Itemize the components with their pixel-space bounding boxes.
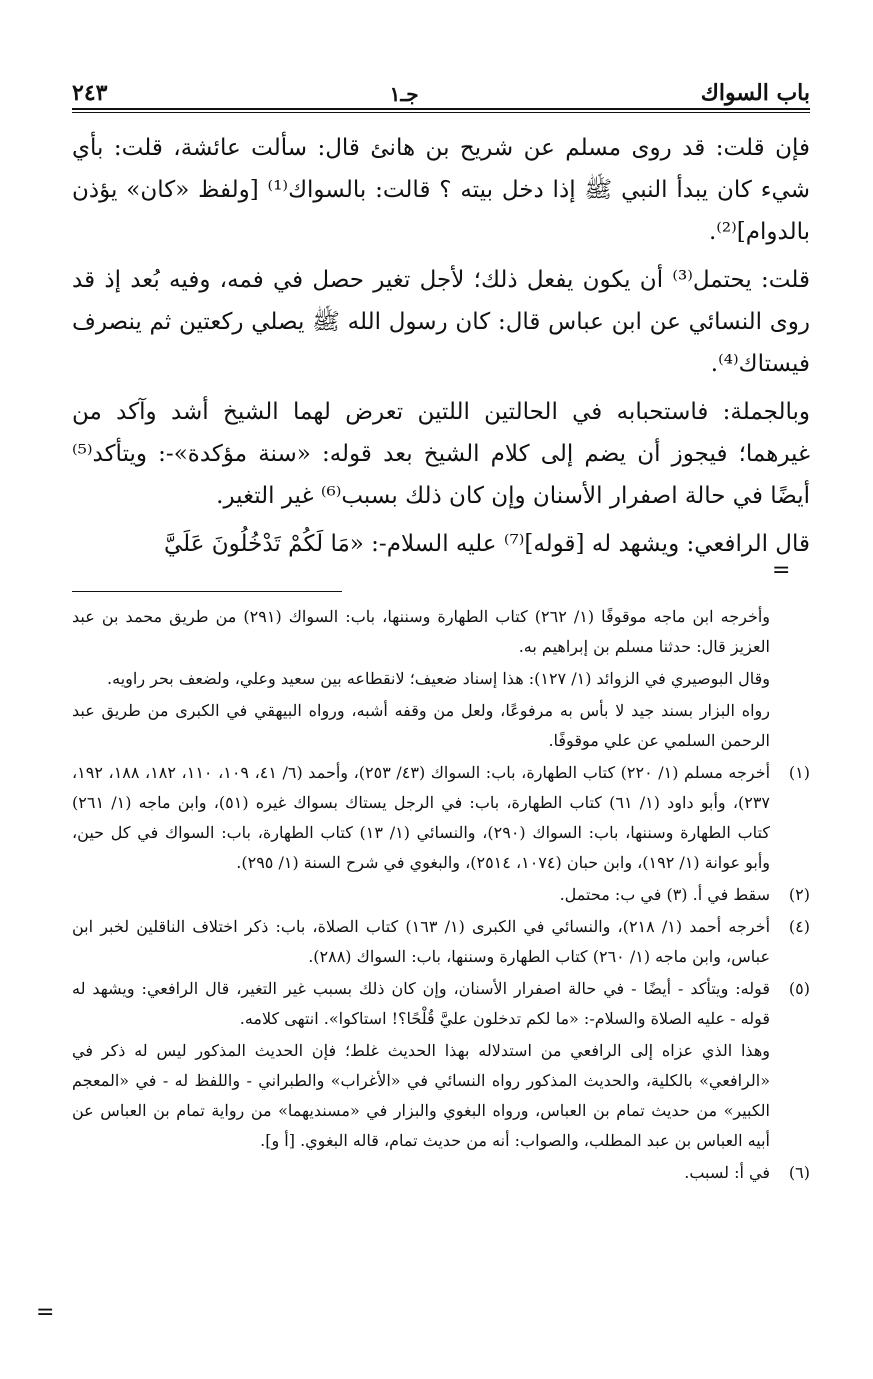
footnote-text: رواه البزار بسند جيد لا بأس به مرفوعًا، ولعل من وقفه أشبه، ورواه البيهقي في الكبرى من طريق عبد الرحمن السلمي عن علي موقوفًا.: [72, 701, 770, 750]
footnote-text: قوله: ويتأكد - أيضًا - في حالة اصفرار الأسنان، وإن كان ذلك بسبب غير التغير، قال الرافعي: ويشهد له قوله - عليه الصلاة والسلام-: «ما لكم تدخلون عليَّ قُلْحًا؟! استاكوا». انتهى كلامه.: [72, 979, 770, 1028]
footnote-text: وقال البوصيري في الزوائد (١/ ١٢٧): هذا إسناد ضعيف؛ لانقطاعه بين سعيد وعلي، ولضعف بحر راويه.: [107, 669, 770, 688]
footnote-item: [72, 912, 810, 972]
footnote-text: أخرجه أحمد (١/ ٢١٨)، والنسائي في الكبرى (١/ ١٦٣) كتاب الصلاة، باب: ذكر اختلاف الناقلين لخبر ابن عباس، وابن ماجه (١/ ٢٦٠) كتاب الطهارة وسننها، باب: السواك (٢٨٨).: [72, 917, 771, 966]
footnote-text: أخرجه مسلم (١/ ٢٢٠) كتاب الطهارة، باب: السواك (٤٣/ ٢٥٣)، وأحمد (٦/ ٤١، ١٠٩، ١١٠، ١٨٢، ١٨٨، ١٩٢، ٢٣٧)، وأبو داود (١/ ٦١) كتاب الطهارة، باب: في الرجل يستاك بسواك غيره (٥١)، وابن ماجه (١/ ٢٦١) كتاب الطهارة وسننها، باب: السواك (٢٩٠)، والنسائي (١/ ١٣) كتاب الطهارة، باب: السواك في كل حين، وأبو عوانة (١/ ١٩٢)، وابن حبان (١٠٧٤، ٢٥١٤)، والبغوي في شرح السنة (١/ ٢٩٥).: [72, 763, 771, 872]
footnote-item: [72, 664, 810, 694]
volume-label: جـ١: [389, 82, 419, 106]
footnote-number: (٦): [788, 1163, 810, 1182]
footnote-item: [72, 974, 810, 1034]
paragraph: وبالجملة: فاستحبابه في الحالتين اللتين تعرض لهما الشيخ أشد وآكد من غيرهما؛ فيجوز أن يضم إلى كلام الشيخ بعد قوله: «سنة مؤكدة»-: ويتأكد⁽⁵⁾ أيضًا في حالة اصفرار الأسنان وإن كان ذلك بسبب⁽⁶⁾ غير التغير.: [72, 399, 810, 509]
footnote-number: (٤): [788, 917, 810, 936]
header-rule: [72, 108, 810, 110]
chapter-title: باب السواك: [700, 80, 810, 106]
footnote-item: [72, 696, 810, 756]
footnote-item: [72, 602, 810, 662]
book-page: [72, 68, 810, 1190]
footnote-text: سقط في أ. (٣) في ب: محتمل.: [559, 885, 770, 904]
footnote-separator: [72, 591, 342, 592]
footnote-item: [72, 880, 810, 910]
paragraph: قلت: يحتمل⁽³⁾ أن يكون يفعل ذلك؛ لأجل تغير حصل في فمه، وفيه بُعد إذ قد روى النسائي عن ابن عباس قال: كان رسول الله ﷺ يصلي ركعتين ثم ينصرف فيستاك⁽⁴⁾.: [72, 267, 810, 377]
footnote-text: وأخرجه ابن ماجه موقوفًا (١/ ٢٦٢) كتاب الطهارة وسننها، باب: السواك (٢٩١) من طريق محمد بن عبد العزيز قال: حدثنا مسلم بن إبراهيم به.: [72, 607, 771, 656]
footnote-number: (٥): [788, 979, 810, 998]
footnote-number: (١): [788, 763, 810, 782]
main-text: [72, 127, 810, 565]
continuation-mark-bottom: =: [36, 1300, 55, 1325]
footnote-number: (٢): [788, 885, 810, 904]
running-header: [72, 68, 810, 106]
footnote-item: [72, 758, 810, 878]
continuation-mark-top: =: [772, 558, 791, 583]
footnotes: [72, 602, 810, 1188]
footnote-text: في أ: لسبب.: [684, 1163, 770, 1182]
footnote-item: [72, 1036, 810, 1156]
header-rule-thin: [72, 112, 810, 113]
footnote-text: وهذا الذي عزاه إلى الرافعي من استدلاله بهذا الحديث غلط؛ فإن الحديث المذكور ليس له ذكر في «الرافعي» بالكلية، والحديث المذكور رواه النسائي في «الأغراب» والطبراني - واللفظ له - في «المعجم الكبير» من حديث تمام بن العباس، ورواه البغوي والبزار في «مسنديهما» من رواية تمام بن العباس عن أبيه العباس بن عبد المطلب، والصواب: أنه من حديث تمام، قاله البغوي. [أ و].: [72, 1041, 770, 1150]
paragraph: قال الرافعي: ويشهد له [قوله]⁽⁷⁾ عليه السلام-: «مَا لَكُمْ تَدْخُلُونَ عَلَيَّ: [163, 531, 810, 557]
paragraph: فإن قلت: قد روى مسلم عن شريح بن هانئ قال: سألت عائشة، قلت: بأي شيء كان يبدأ النبي ﷺ إذا دخل بيته ؟ قالت: بالسواك⁽¹⁾ [ولفظ «كان» يؤذن بالدوام]⁽²⁾.: [72, 135, 810, 245]
footnote-item: [72, 1158, 810, 1188]
page-number: ٢٤٣: [72, 80, 108, 106]
